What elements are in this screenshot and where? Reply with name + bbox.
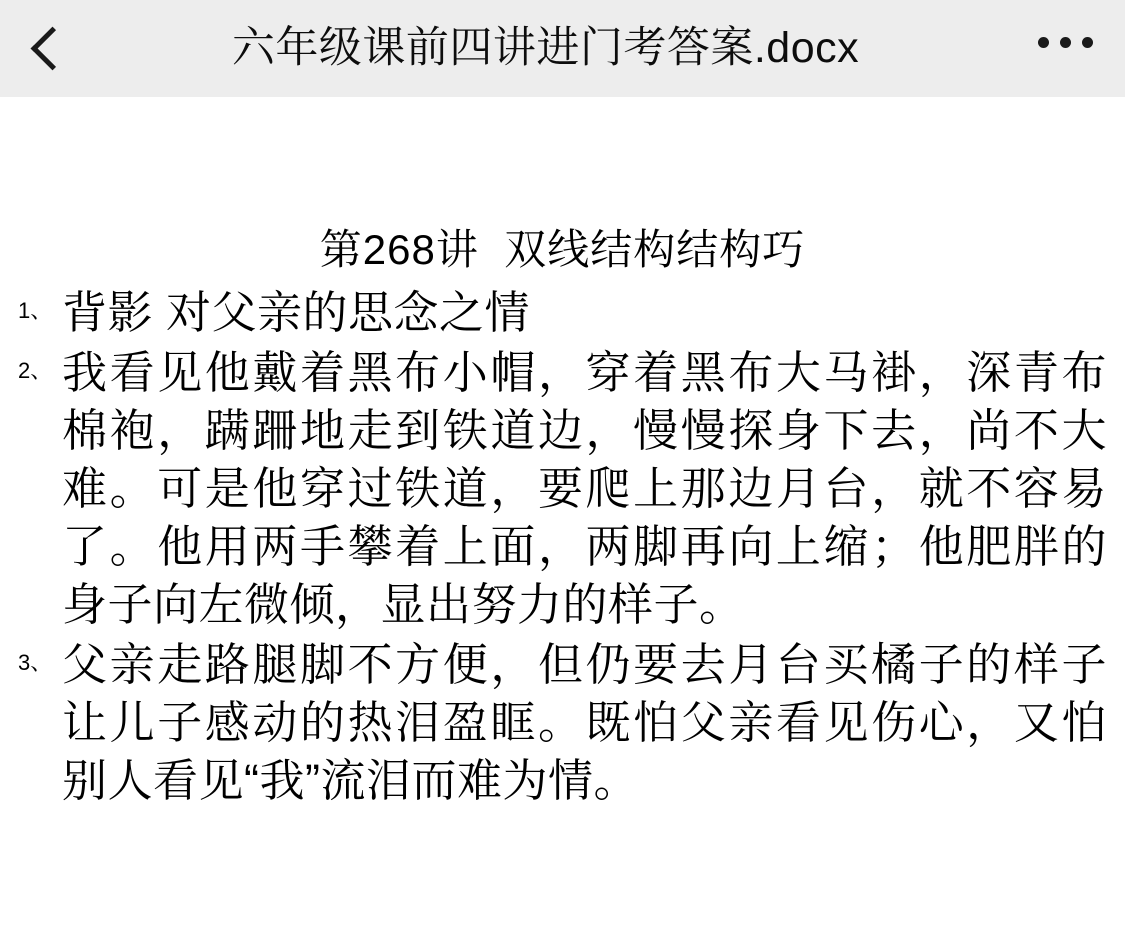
chevron-left-icon [30, 27, 74, 71]
back-button[interactable] [0, 0, 96, 97]
answer-text: 背影 对父亲的思念之情 [62, 287, 531, 338]
more-options-button[interactable] [1005, 0, 1125, 97]
list-item [18, 344, 1107, 634]
document-heading: 第268讲 双线结构结构巧 [319, 226, 806, 273]
answer-list [0, 278, 1125, 810]
answer-text: 我看见他戴着黑布小帽，穿着黑布大马褂，深青布棉袍，蹒跚地走到铁道边，慢慢探身下去，尚不大难。可是他穿过铁道，要爬上那边月台，就不容易了。他用两手攀着上面，两脚再向上缩；他肥胖的身子向左微倾，显出努力的样子。 [62, 347, 1107, 630]
document-titlebar [0, 0, 1125, 97]
page-title: 六年级课前四讲进门考答案.docx [231, 24, 860, 72]
more-horizontal-icon [1038, 37, 1093, 48]
answer-text: 父亲走路腿脚不方便，但仍要去月台买橘子的样子让儿子感动的热泪盈眶。既怕父亲看见伤心，又怕别人看见“我”流泪而难为情。 [62, 639, 1107, 806]
document-content [0, 97, 1125, 943]
list-item [18, 636, 1107, 810]
list-item [18, 284, 1107, 342]
